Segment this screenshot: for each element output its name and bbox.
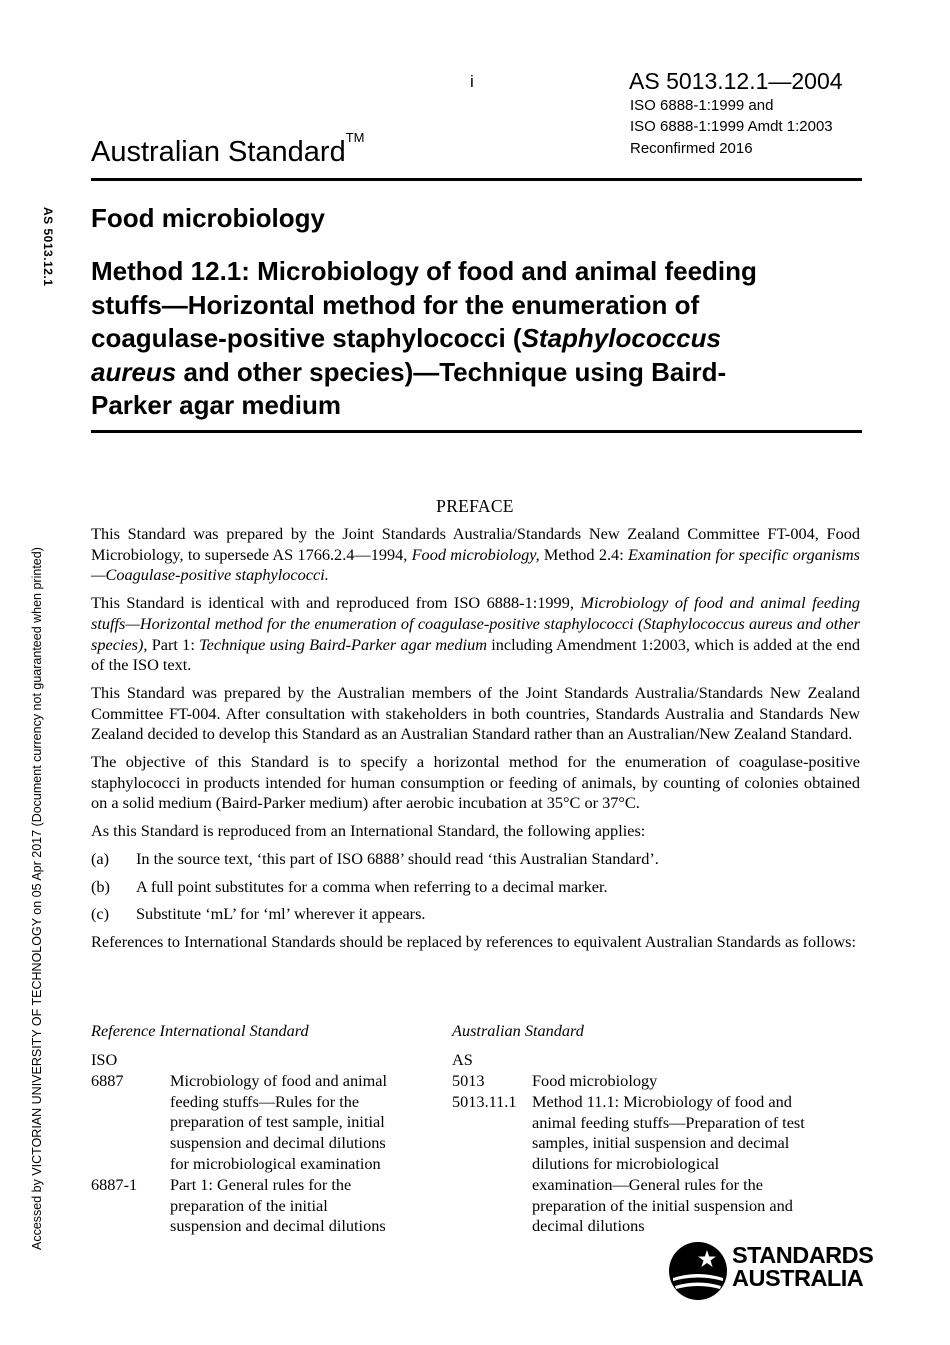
ref-line: Part 1: General rules for the [170,1175,352,1194]
ref-line: preparation of the initial [170,1195,328,1215]
preface-paragraph: As this Standard is reproduced from an International Standard, the following applies: [91,821,646,841]
species-name: aureus [91,356,177,387]
list-text: A full point substitutes for a comma when referring to a decimal marker. [136,876,608,896]
trademark: TM [345,130,365,145]
ref-line: dilutions for microbiological [532,1154,720,1174]
text-run-italic: Food microbiology, [411,544,540,564]
ref-org-iso: ISO [91,1050,118,1069]
preface-paragraph [91,524,860,586]
method-title-text: coagulase-positive staphylococci ( [91,323,522,353]
list-item [91,877,860,898]
ref-line: suspension and decimal dilutions [170,1216,386,1236]
ref-line: Food microbiology [532,1071,658,1090]
ref-iso-number: 6887 [91,1071,124,1090]
list-text: Substitute ‘mL’ for ‘ml’ wherever it appears. [136,904,426,924]
text-run: This Standard is identical with and reproduced from ISO 6888-1:1999, [91,593,581,613]
text-run-italic: Technique using Baird-Parker agar medium [199,634,487,654]
method-title-line: Parker agar medium [91,390,342,420]
preface-paragraph: References to International Standards should be replaced by references to equivalent Australian Standards as follows: [91,931,856,951]
logo-line: AUSTRALIA [732,1264,864,1291]
species-name: Staphylococcus [521,323,721,353]
preface-paragraph [91,593,860,676]
ref-as-number: 5013.11.1 [452,1092,517,1111]
ref-heading-australian: Australian Standard [452,1021,584,1040]
access-notice: Accessed by VICTORIAN UNIVERSITY OF TECHNOLOGY on 05 Apr 2017 (Document currency not guaranteed when printed) [30,547,44,1250]
ref-line: animal feeding stuffs—Preparation of test [532,1112,805,1132]
ref-heading-international: Reference International Standard [91,1021,309,1040]
method-title-line [91,356,863,390]
logo-wordmark [732,1244,873,1289]
ref-line: Microbiology of food and animal [170,1071,388,1090]
ref-line: suspension and decimal dilutions [170,1133,386,1153]
standard-number: AS 5013.12.1—2004 [629,68,843,94]
list-text: In the source text, ‘this part of ISO 6888’ should read ‘this Australian Standard’. [136,848,659,868]
ref-iso-number: 6887-1 [91,1175,138,1194]
series-title: Food microbiology [91,203,325,233]
iso-reference: ISO 6888-1:1999 and [630,97,774,114]
ref-as-title [532,1071,862,1092]
ref-org-as: AS [452,1050,473,1069]
method-title-line: stuffs—Horizontal method for the enumeration of [91,289,700,320]
method-title-text: and other species)—Technique using Baird- [176,356,727,387]
logo-line: STANDARDS [732,1242,874,1268]
preface-heading: PREFACE [436,496,514,516]
method-title-line [91,322,863,356]
ref-line: preparation of the initial suspension and [532,1195,793,1215]
ref-line: decimal dilutions [532,1216,645,1236]
text-run-italic: Examination for specific organisms—Coagulase-positive staphylococci. [91,544,861,585]
list-label: (a) [91,848,110,868]
title-rule [91,430,862,433]
ref-iso-title [170,1175,440,1237]
list-label: (c) [91,904,110,924]
text-run: Method 2.4: [539,544,628,564]
standards-australia-logo-icon [667,1240,729,1302]
header-rule [91,178,862,181]
ref-line: feeding stuffs—Rules for the [170,1091,360,1111]
preface-paragraph: This Standard was prepared by the Australian members of the Joint Standards Australia/Standards New Zealand Committee FT-004. After consultation with stakeholders in both countries, Standards Australia and Standards New Zealand decided to develop this Standard as an Australian Standard rather than an Australian/New Zealand Standard. [91,682,860,744]
reconfirmed-note: Reconfirmed 2016 [630,140,753,157]
ref-line: Method 11.1: Microbiology of food and [532,1092,792,1111]
list-item [91,904,860,925]
preface-paragraph: The objective of this Standard is to specify a horizontal method for the enumeration of coagulase-positive staphylococci in products intended for human consumption or feeding of animals, by counting of colonies obtained on a solid medium (Baird-Parker medium) after aerobic incubation at 35°C or 37°C. [91,752,860,813]
page-number: i [470,72,474,91]
ref-as-number: 5013 [452,1071,485,1090]
ref-line: samples, initial suspension and decimal [532,1133,790,1153]
ref-line: for microbiological examination [170,1153,381,1173]
method-title [91,255,863,423]
preface-body [91,524,860,960]
text-run: This Standard was prepared by the Joint Standards Australia/Standards New Zealand Committee FT-004, Food Microbiology, to supersede AS 1766.2.4—1994, [91,524,860,564]
text-run: including Amendment 1:2003, which is added at the end of the ISO text. [91,634,860,675]
side-standard-id: AS 5013.12.1 [41,207,55,287]
text-run-italic: Microbiology of food and animal feeding stuffs—Horizontal method for the enumeration of coagulase-positive staphylococci (Staphylococcus aureus and other species), [91,593,860,654]
brand-title [91,130,365,169]
ref-iso-title [170,1071,440,1175]
ref-line: preparation of test sample, initial [170,1112,385,1132]
list-label: (b) [91,876,110,896]
method-title-line: Method 12.1: Microbiology of food and animal feeding [91,256,757,286]
iso-amendment-reference: ISO 6888-1:1999 Amdt 1:2003 [630,118,833,135]
ref-as-title [532,1092,862,1237]
list-item [91,849,860,870]
text-run: Part 1: [147,634,200,654]
brand-name: Australian Standard [91,136,346,168]
ref-line: examination—General rules for the [532,1174,764,1194]
